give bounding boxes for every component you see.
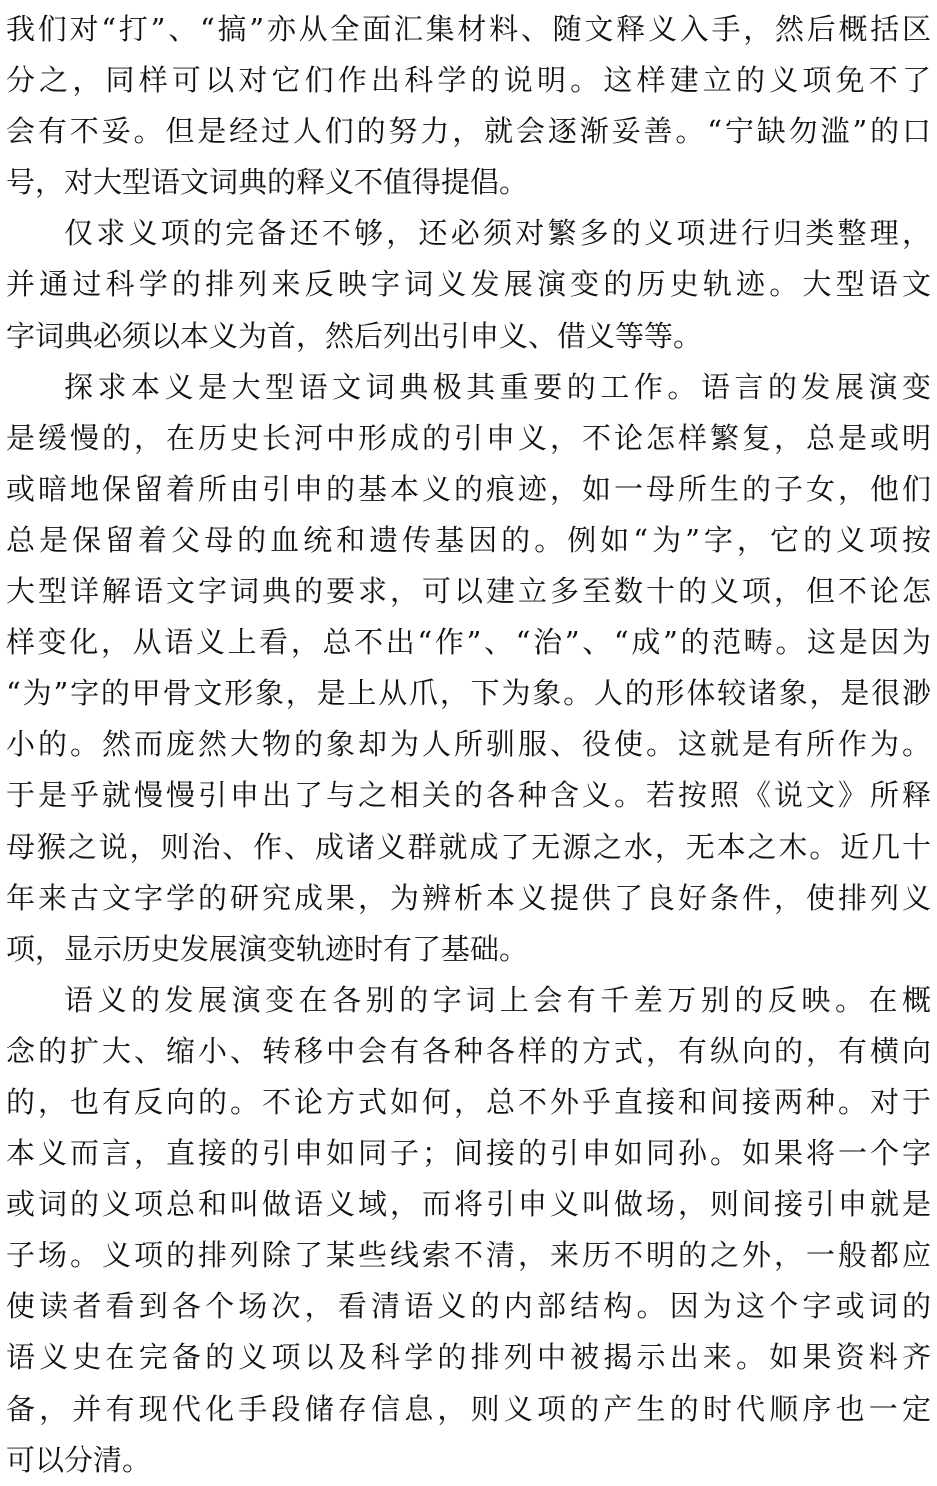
- text-line: 小的。然而庞然大物的象却为人所驯服、役使。这就是有所作为。: [6, 727, 931, 762]
- text-line: 语义史在完备的义项以及科学的排列中被揭示出来。如果资料齐: [6, 1340, 931, 1375]
- text-line: 号，对大型语文词典的释义不值得提倡。: [6, 165, 529, 200]
- paragraph-2: [6, 208, 931, 361]
- text-line: 项，显示历史发展演变轨迹时有了基础。: [6, 931, 529, 966]
- text-line: 是缓慢的，在历史长河中形成的引申义，不论怎样繁复，总是或明: [6, 420, 931, 455]
- text-line: 语义的发展演变在各别的字词上会有千差万别的反映。在概: [64, 982, 931, 1017]
- text-line: 念的扩大、缩小、转移中会有各种各样的方式，有纵向的，有横向: [6, 1033, 931, 1068]
- text-line: 母猴之说，则治、作、成诸义群就成了无源之水，无本之木。近几十: [6, 829, 931, 864]
- text-line: 年来古文字学的研究成果，为辨析本义提供了良好条件，使排列义: [6, 880, 931, 915]
- text-line: 使读者看到各个场次，看清语义的内部结构。因为这个字或词的: [6, 1289, 931, 1324]
- text-line: 探求本义是大型语文词典极其重要的工作。语言的发展演变: [64, 369, 931, 404]
- text-line: 大型详解语文字词典的要求，可以建立多至数十的义项，但不论怎: [6, 574, 931, 609]
- text-line: 并通过科学的排列来反映字词义发展演变的历史轨迹。大型语文: [6, 267, 931, 302]
- text-line: 的，也有反向的。不论方式如何，总不外乎直接和间接两种。对于: [6, 1084, 931, 1119]
- paragraph-3: [6, 362, 931, 975]
- text-line: “为”字的甲骨文形象，是上从爪，下为象。人的形体较诸象，是很渺: [6, 676, 931, 711]
- text-line: 样变化，从语义上看，总不出“作”、“治”、“成”的范畴。这是因为: [6, 625, 931, 660]
- text-line: 分之，同样可以对它们作出科学的说明。这样建立的义项免不了: [6, 63, 931, 98]
- text-line: 子场。义项的排列除了某些线索不清，来历不明的之外，一般都应: [6, 1238, 931, 1273]
- text-line: 或暗地保留着所由引申的基本义的痕迹，如一母所生的子女，他们: [6, 471, 931, 506]
- paragraph-4: [6, 975, 931, 1486]
- text-line: 本义而言，直接的引申如同子；间接的引申如同孙。如果将一个字: [6, 1136, 931, 1171]
- text-line: 会有不妥。但是经过人们的努力，就会逐渐妥善。“宁缺勿滥”的口: [6, 114, 931, 149]
- text-line: 总是保留着父母的血统和遗传基因的。例如“为”字，它的义项按: [6, 522, 931, 557]
- text-line: 或词的义项总和叫做语义域，而将引申义叫做场，则间接引申就是: [6, 1187, 931, 1222]
- text-line: 仅求义项的完备还不够，还必须对繁多的义项进行归类整理，: [64, 216, 931, 251]
- text-line: 我们对“打”、“搞”亦从全面汇集材料、随文释义入手，然后概括区: [6, 12, 931, 46]
- text-line: 备，并有现代化手段储存信息，则义项的产生的时代顺序也一定: [6, 1391, 931, 1426]
- text-line: 字词典必须以本义为首，然后列出引申义、借义等等。: [6, 318, 703, 353]
- text-line: 可以分清。: [6, 1442, 152, 1477]
- paragraph-1: [6, 4, 931, 208]
- text-line: 于是乎就慢慢引申出了与之相关的各种含义。若按照《说文》所释: [6, 778, 931, 813]
